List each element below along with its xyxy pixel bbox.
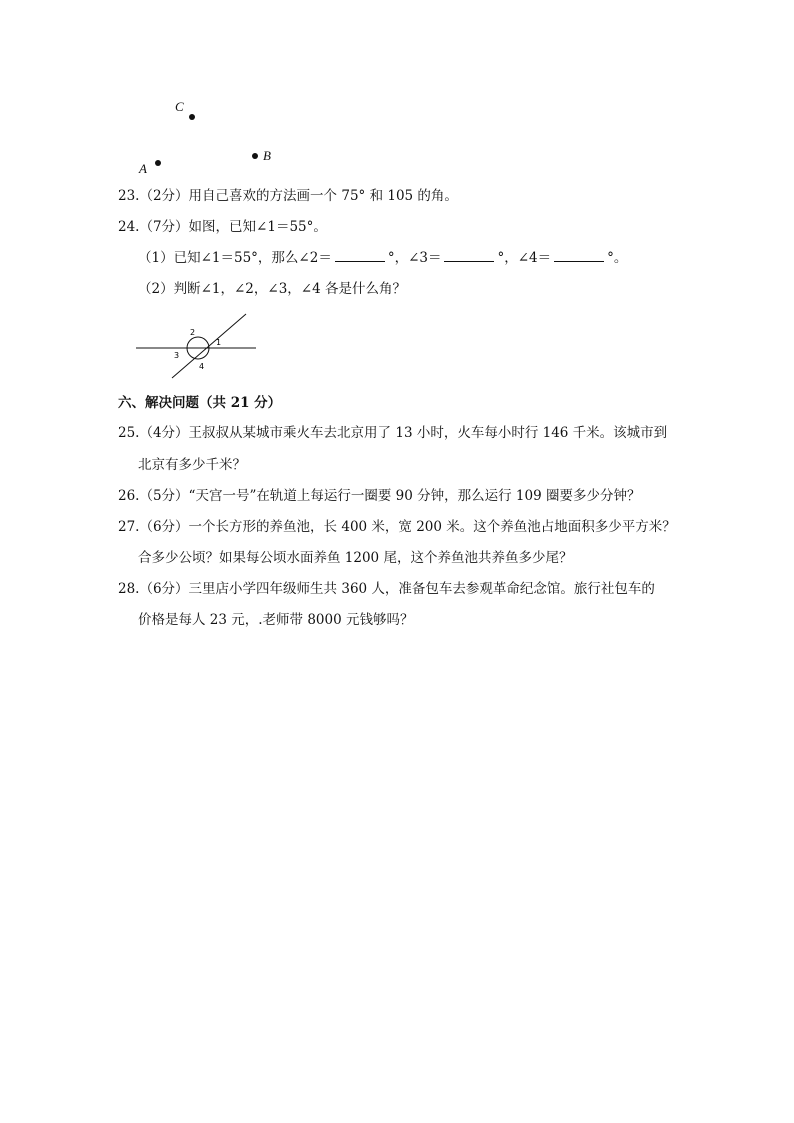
point-c-label: C [175, 99, 184, 114]
point-b-dot [252, 153, 258, 159]
part1-text-d: °。 [607, 250, 628, 266]
part1-text-b: °，∠3＝ [387, 250, 442, 266]
question-28-line1: 28.（6分）三里店小学四年级师生共 360 人，准备包车去参观革命纪念馆。旅行社包车的 [118, 581, 655, 597]
question-24-part1 [138, 249, 627, 267]
point-c-dot [189, 114, 195, 120]
question-25-line1: 25.（4分）王叔叔从某城市乘火车去北京用了 13 小时，火车每小时行 146 千米。该城市到 [118, 425, 668, 441]
angle-label-1: 1 [216, 338, 222, 347]
question-23: 23.（2分）用自己喜欢的方法画一个 75° 和 105 的角。 [118, 188, 458, 204]
point-b-label: B [263, 148, 271, 163]
part1-text-c: °，∠4＝ [497, 250, 552, 266]
question-24-stem: 24.（7分）如图，已知∠1＝55°。 [118, 219, 327, 235]
question-25-line2: 北京有多少千米？ [138, 457, 246, 473]
question-26: 26.（5分）“天宫一号”在轨道上每运行一圈要 90 分钟，那么运行 109 圈要多少分钟？ [118, 488, 641, 504]
intersecting-lines-figure [132, 310, 262, 380]
part1-text-a: （1）已知∠1＝55°，那么∠2＝ [138, 250, 332, 266]
angle-label-3: 3 [174, 351, 180, 360]
angle-label-4: 4 [199, 362, 205, 371]
question-24-part2: （2）判断∠1，∠2，∠3，∠4 各是什么角？ [138, 281, 406, 297]
angle-label-2: 2 [190, 328, 196, 337]
question-27-line2: 合多少公顷？如果每公顷水面养鱼 1200 尾，这个养鱼池共养鱼多少尾？ [138, 550, 573, 566]
question-28-line2: 价格是每人 23 元，.老师带 8000 元钱够吗？ [138, 612, 414, 628]
point-a-label: A [139, 161, 147, 176]
section-6-title: 六、解决问题（共 21 分） [118, 395, 282, 411]
angle2-answer-blank[interactable] [335, 249, 385, 262]
question-27-line1: 27.（6分）一个长方形的养鱼池，长 400 米，宽 200 米。这个养鱼池占地面积多少平方米？ [118, 519, 676, 535]
point-a-dot [155, 160, 161, 166]
angle3-answer-blank[interactable] [444, 249, 494, 262]
angle4-answer-blank[interactable] [554, 249, 604, 262]
